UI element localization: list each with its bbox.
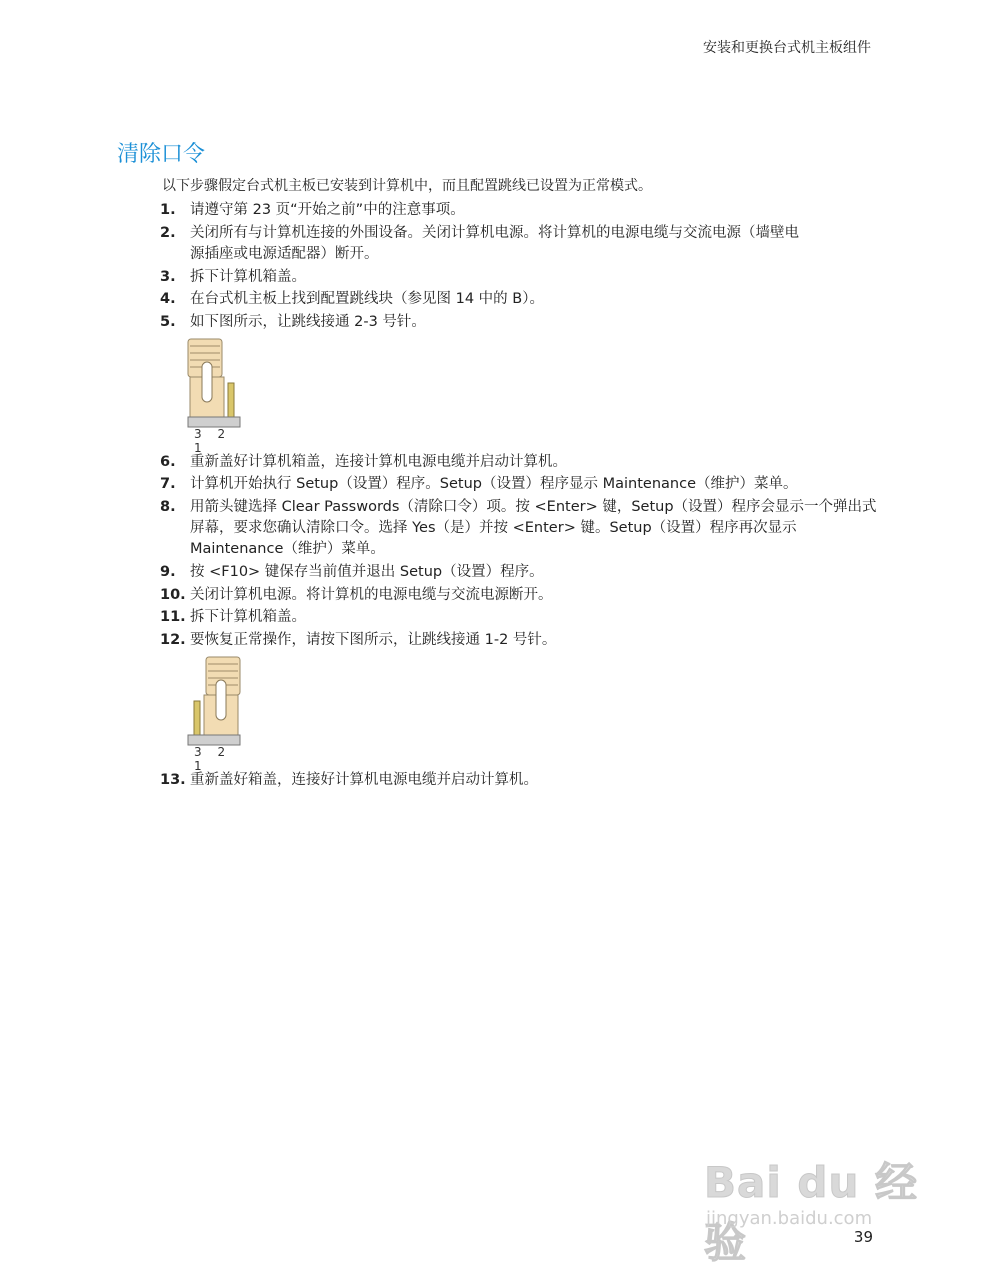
step-12 <box>160 630 880 651</box>
step-text: 如下图所示，让跳线接通 2-3 号针。 <box>190 314 426 330</box>
step-number: 11. <box>160 609 186 625</box>
step-6 <box>160 452 880 473</box>
step-text: 请遵守第 23 页“开始之前”中的注意事项。 <box>190 202 465 218</box>
step-10 <box>160 585 880 606</box>
step-text: 重新盖好箱盖，连接好计算机电源电缆并启动计算机。 <box>190 772 538 788</box>
step-7 <box>160 474 880 495</box>
jumper-2-3-icon <box>186 337 246 429</box>
step-text: 按 <F10> 键保存当前值并退出 Setup（设置）程序。 <box>190 564 544 580</box>
step-text: 在台式机主板上找到配置跳线块（参见图 14 中的 B）。 <box>190 291 544 307</box>
jumper-figure-1-2 <box>186 655 246 773</box>
step-number: 10. <box>160 587 186 603</box>
jumper-1-2-icon <box>186 655 246 747</box>
running-header: 安装和更换台式机主板组件 <box>703 40 871 56</box>
step-4 <box>160 289 880 310</box>
jumper-figure-2-3 <box>186 337 246 455</box>
step-number: 3. <box>160 269 176 285</box>
step-text: 关闭所有与计算机连接的外围设备。关闭计算机电源。将计算机的电源电缆与交流电源（墙壁电源插座或电源适配器）断开。 <box>190 225 799 262</box>
step-number: 4. <box>160 291 176 307</box>
step-text: 用箭头键选择 Clear Passwords（清除口令）项。按 <Enter> 键，Setup（设置）程序会显示一个弹出式屏幕，要求您确认清除口令。选择 Yes（是）并按 <Enter> 键。Setup（设置）程序再次显示 Maintenance（维护）菜单。 <box>190 499 877 557</box>
step-number: 6. <box>160 454 176 470</box>
step-number: 13. <box>160 772 186 788</box>
page-number: 39 <box>853 1228 873 1246</box>
step-number: 8. <box>160 499 176 515</box>
step-8 <box>160 497 880 560</box>
step-number: 12. <box>160 632 186 648</box>
step-1 <box>160 200 880 221</box>
watermark-url: jingyan.baidu.com <box>706 1208 873 1229</box>
step-2 <box>160 223 880 265</box>
step-number: 2. <box>160 225 176 241</box>
step-number: 9. <box>160 564 176 580</box>
step-3 <box>160 267 880 288</box>
step-text: 重新盖好计算机箱盖，连接计算机电源电缆并启动计算机。 <box>190 454 567 470</box>
step-number: 1. <box>160 202 176 218</box>
step-number: 5. <box>160 314 176 330</box>
step-text: 关闭计算机电源。将计算机的电源电缆与交流电源断开。 <box>190 587 553 603</box>
pin-labels: 3 2 1 <box>194 745 232 773</box>
step-5 <box>160 312 880 333</box>
section-title: 清除口令 <box>117 142 206 167</box>
intro-paragraph: 以下步骤假定台式机主板已安装到计算机中，而且配置跳线已设置为正常模式。 <box>162 178 652 194</box>
step-11 <box>160 607 880 628</box>
watermark-logo: Bai du 经验 <box>704 1158 918 1267</box>
pin-labels: 3 2 1 <box>194 427 232 455</box>
step-text: 拆下计算机箱盖。 <box>190 609 306 625</box>
baidu-watermark <box>700 1130 940 1267</box>
step-text: 要恢复正常操作，请按下图所示，让跳线接通 1-2 号针。 <box>190 632 557 648</box>
step-text: 拆下计算机箱盖。 <box>190 269 306 285</box>
step-13 <box>160 770 880 791</box>
step-number: 7. <box>160 476 176 492</box>
step-9 <box>160 562 880 583</box>
step-text: 计算机开始执行 Setup（设置）程序。Setup（设置）程序显示 Maintenance（维护）菜单。 <box>190 476 798 492</box>
